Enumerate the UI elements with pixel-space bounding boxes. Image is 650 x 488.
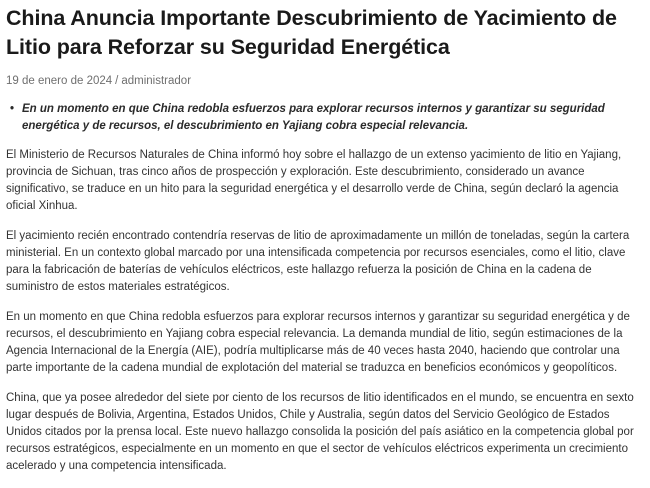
article-meta (6, 74, 644, 88)
highlights-list (6, 101, 644, 134)
meta-separator: / (115, 75, 119, 87)
body-paragraph: En un momento en que China redobla esfuerzos para explorar recursos internos y garantizar su seguridad energética y de recursos, el descubrimiento en Yajiang cobra especial relevancia. La demanda mundial de litio, según estimaciones de la Agencia Internacional de la Energía (AIE), podría multiplicarse más de 40 veces hasta 2040, haciendo que controlar una parte importante de la cadena mundial de explotación del material se traduzca en beneficios económicos y geopolíticos. (6, 311, 630, 374)
highlight-item (10, 101, 644, 134)
body-paragraph: El Ministerio de Recursos Naturales de China informó hoy sobre el hallazgo de un extenso yacimiento de litio en Yajiang, provincia de Sichuan, tras cinco años de prospección y exploración. Este descubrimiento, considerado un avance significativo, se traduce en un hito para la seguridad energética y el desarrollo verde de China, según declaró la agencia oficial Xinhua. (6, 149, 622, 212)
publish-date: 19 de enero de 2024 (6, 75, 113, 87)
body-paragraph: El yacimiento recién encontrado contendría reservas de litio de aproximadamente un millón de toneladas, según la cartera ministerial. En un contexto global marcado por una intensificada competencia por recursos esenciales, como el litio, clave para la fabricación de baterías de vehículos eléctricos, este hallazgo refuerza la posición de China en la cadena de suministro de estos materiales estratégicos. (6, 230, 630, 293)
article-title: China Anuncia Importante Descubrimiento de Yacimiento de Litio para Reforzar su Seguridad Energética (6, 6, 617, 59)
bullet-icon: • (10, 103, 15, 115)
author-link[interactable]: administrador (121, 75, 192, 87)
body-paragraph: China, que ya posee alrededor del siete por ciento de los recursos de litio identificados en el mundo, se encuentra en sexto lugar después de Bolivia, Argentina, Estados Unidos, Chile y Australia, según datos del Servicio Geológico de Estados Unidos citados por la prensa local. Este nuevo hallazgo consolida la posición del país asiático en la competencia global por recursos estratégicos, especialmente en un momento en que el sector de vehículos eléctricos experimenta un crecimiento acelerado y una competencia intensificada. (6, 392, 634, 472)
highlight-text: En un momento en que China redobla esfuerzos para explorar recursos internos y garantizar su seguridad energética y de recursos, el descubrimiento en Yajiang cobra especial relevancia. (22, 103, 605, 132)
